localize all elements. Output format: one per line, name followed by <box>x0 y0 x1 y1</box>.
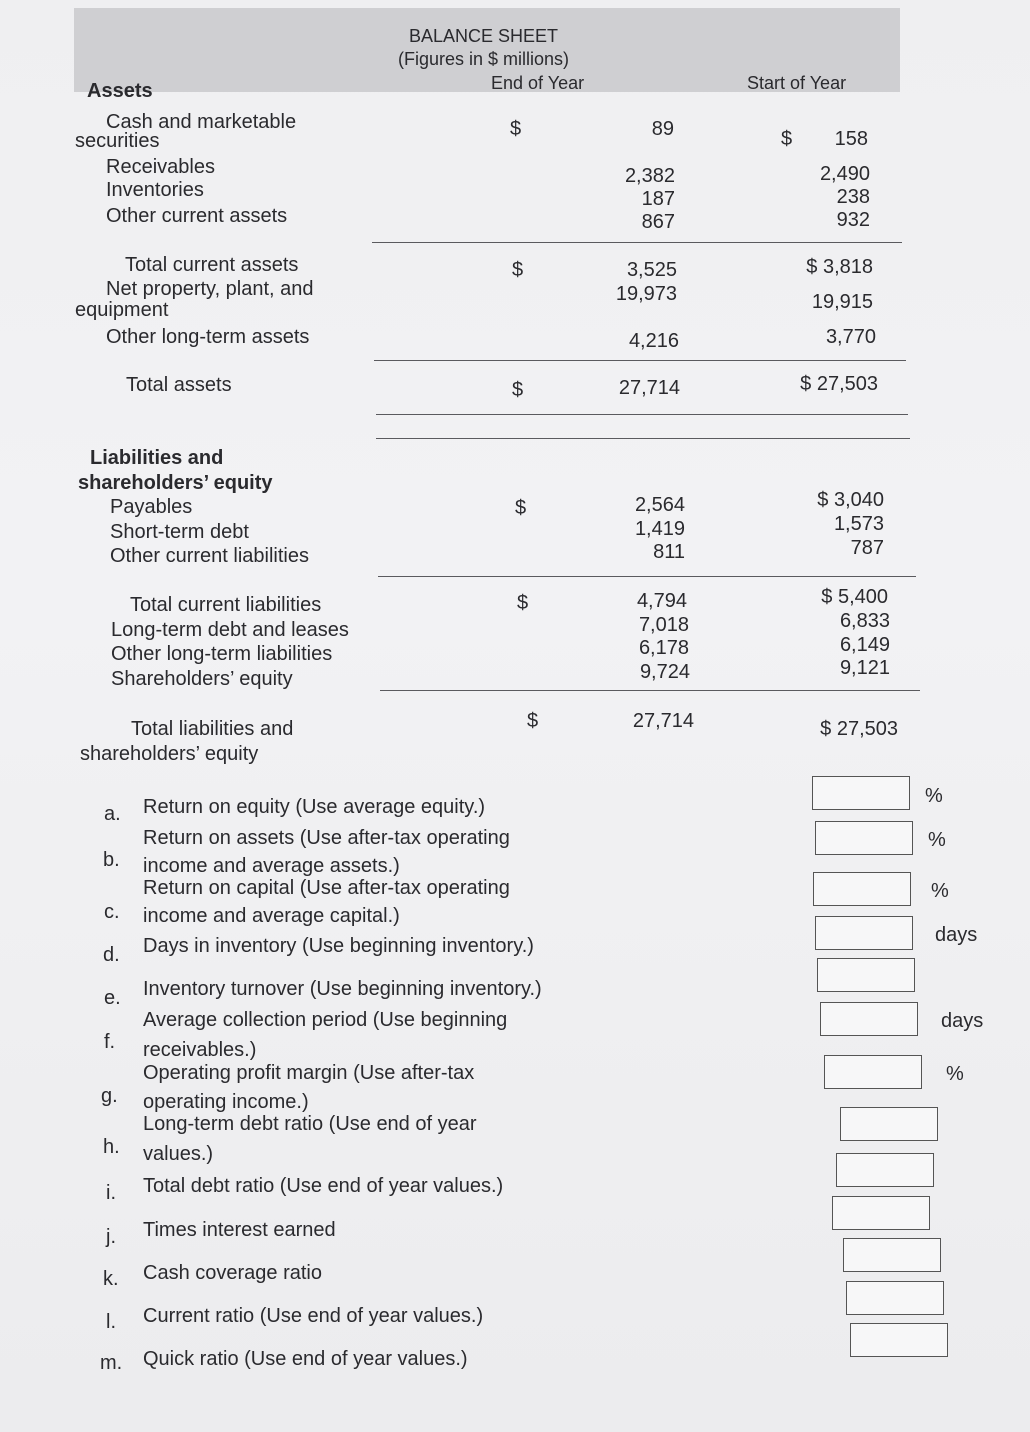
question-letter: j. <box>106 1226 116 1248</box>
answer-box-m[interactable] <box>850 1323 948 1357</box>
inventories-start: 238 <box>836 186 870 208</box>
other-long-term-liabilities-end: 6,178 <box>638 637 689 659</box>
question-text: Return on equity (Use average equity.) <box>143 796 486 818</box>
other-long-term-assets-start: 3,770 <box>825 326 876 348</box>
inventories-end: 187 <box>641 188 675 210</box>
other-long-term-liabilities-label: Other long-term liabilities <box>111 643 333 665</box>
rule-total-assets-1 <box>376 414 908 415</box>
answer-unit: % <box>931 880 949 902</box>
answer-box-g[interactable] <box>824 1055 922 1089</box>
question-text: Long-term debt ratio (Use end of year <box>143 1113 477 1135</box>
long-term-debt-end: 7,018 <box>638 614 689 636</box>
other-current-liabilities-end: 811 <box>653 541 685 563</box>
cash-label-cont: securities <box>75 130 160 152</box>
answer-box-h[interactable] <box>840 1107 938 1141</box>
ta-end-dollar: $ <box>512 379 524 401</box>
other-current-liabilities-start: 787 <box>850 537 884 559</box>
question-text: Days in inventory (Use beginning inventory.) <box>143 935 534 957</box>
rule-total-liabilities <box>380 690 920 691</box>
question-text-cont: receivables.) <box>143 1039 257 1061</box>
rule-total-assets-2 <box>376 438 910 439</box>
answer-box-e[interactable] <box>817 958 915 992</box>
answer-box-f[interactable] <box>820 1002 918 1036</box>
payables-end: 2,564 <box>634 494 685 516</box>
rule-current-assets <box>372 242 902 243</box>
answer-unit: days <box>941 1010 984 1032</box>
question-text: Times interest earned <box>143 1219 336 1241</box>
question-text: Return on capital (Use after-tax operating <box>143 877 510 899</box>
payables-end-dollar: $ <box>515 497 527 519</box>
total-liabilities-equity-label-cont: shareholders’ equity <box>80 743 259 765</box>
cash-end-dollar: $ <box>510 118 522 140</box>
answer-box-j[interactable] <box>832 1196 930 1230</box>
other-current-assets-label: Other current assets <box>106 205 288 227</box>
answer-unit: % <box>946 1063 964 1085</box>
ppe-label-cont: equipment <box>75 299 169 321</box>
short-term-debt-end: 1,419 <box>634 518 685 540</box>
answer-box-k[interactable] <box>843 1238 941 1272</box>
question-text: Quick ratio (Use end of year values.) <box>143 1348 468 1370</box>
question-letter: m. <box>100 1352 123 1374</box>
short-term-debt-start: 1,573 <box>833 513 884 535</box>
payables-start: $ 3,040 <box>817 489 884 511</box>
other-long-term-assets-label: Other long-term assets <box>106 326 310 348</box>
answer-box-a[interactable] <box>812 776 910 810</box>
tca-end-dollar: $ <box>512 259 524 281</box>
question-text: Inventory turnover (Use beginning inventory.) <box>143 978 542 1000</box>
col-header-start: Start of Year <box>747 73 847 93</box>
question-text-cont: income and average capital.) <box>143 905 400 927</box>
question-letter: e. <box>104 987 121 1009</box>
total-liabilities-equity-start: $ 27,503 <box>820 718 898 740</box>
shareholders-equity-end: 9,724 <box>639 661 690 683</box>
answer-box-d[interactable] <box>815 916 913 950</box>
ppe-start: 19,915 <box>811 291 873 313</box>
answer-box-b[interactable] <box>815 821 913 855</box>
question-text: Return on assets (Use after-tax operating <box>143 827 510 849</box>
total-current-assets-label: Total current assets <box>125 254 299 276</box>
question-letter: d. <box>103 944 120 966</box>
total-liabilities-equity-label: Total liabilities and <box>131 718 294 740</box>
receivables-end: 2,382 <box>624 165 675 187</box>
tle-end-dollar: $ <box>527 710 539 732</box>
question-text-cont: values.) <box>143 1143 214 1165</box>
rule-current-liabilities <box>378 576 916 577</box>
total-current-liabilities-end: 4,794 <box>636 590 687 612</box>
ppe-end: 19,973 <box>615 283 677 305</box>
question-text-cont: operating income.) <box>143 1091 309 1113</box>
other-current-liabilities-label: Other current liabilities <box>110 545 309 567</box>
other-long-term-assets-end: 4,216 <box>628 330 679 352</box>
other-current-assets-start: 932 <box>836 209 870 231</box>
liabilities-heading: Liabilities and <box>90 447 224 469</box>
question-letter: h. <box>103 1136 120 1158</box>
question-letter: l. <box>106 1311 116 1333</box>
question-letter: g. <box>101 1085 118 1107</box>
answer-box-l[interactable] <box>846 1281 944 1315</box>
shareholders-equity-label: Shareholders’ equity <box>111 668 293 690</box>
other-long-term-liabilities-start: 6,149 <box>839 634 890 656</box>
question-letter: f. <box>104 1031 116 1053</box>
question-letter: i. <box>106 1182 116 1204</box>
answer-unit: % <box>928 829 946 851</box>
assets-heading: Assets <box>87 80 153 102</box>
ppe-label: Net property, plant, and <box>106 278 314 300</box>
sheet-subtitle: (Figures in $ millions) <box>398 49 570 69</box>
question-text-cont: income and average assets.) <box>143 855 400 877</box>
total-liabilities-equity-end: 27,714 <box>632 710 694 732</box>
total-current-liabilities-start: $ 5,400 <box>821 586 888 608</box>
sheet-title: BALANCE SHEET <box>409 26 559 46</box>
cash-end: 89 <box>651 118 674 140</box>
long-term-debt-start: 6,833 <box>839 610 890 632</box>
total-current-liabilities-label: Total current liabilities <box>130 594 322 616</box>
answer-unit: days <box>935 924 978 946</box>
other-current-assets-end: 867 <box>641 211 675 233</box>
question-letter: a. <box>104 803 121 825</box>
total-assets-end: 27,714 <box>618 377 680 399</box>
question-text: Operating profit margin (Use after-tax <box>143 1062 475 1084</box>
question-letter: b. <box>103 849 120 871</box>
total-current-assets-end: 3,525 <box>626 259 677 281</box>
col-header-end: End of Year <box>491 73 585 93</box>
liabilities-heading-cont: shareholders’ equity <box>78 472 273 494</box>
cash-start-dollar: $ <box>781 128 793 150</box>
total-current-assets-start: $ 3,818 <box>806 256 873 278</box>
question-letter: k. <box>103 1268 119 1290</box>
question-text: Average collection period (Use beginning <box>143 1009 508 1031</box>
answer-unit: % <box>925 785 943 807</box>
rule-long-term-assets <box>374 360 906 361</box>
receivables-start: 2,490 <box>819 163 870 185</box>
tcl-end-dollar: $ <box>517 592 529 614</box>
total-assets-start: $ 27,503 <box>800 373 878 395</box>
cash-start: 158 <box>834 128 868 150</box>
question-text: Cash coverage ratio <box>143 1262 322 1284</box>
long-term-debt-label: Long-term debt and leases <box>111 619 349 641</box>
question-text: Total debt ratio (Use end of year values.) <box>143 1175 504 1197</box>
receivables-label: Receivables <box>106 156 215 178</box>
short-term-debt-label: Short-term debt <box>110 521 249 543</box>
answer-box-c[interactable] <box>813 872 911 906</box>
cash-label: Cash and marketable <box>106 111 297 133</box>
shareholders-equity-start: 9,121 <box>839 657 890 679</box>
inventories-label: Inventories <box>106 179 204 201</box>
payables-label: Payables <box>110 496 193 518</box>
total-assets-label: Total assets <box>126 374 232 396</box>
question-text: Current ratio (Use end of year values.) <box>143 1305 484 1327</box>
question-letter: c. <box>104 901 120 923</box>
answer-box-i[interactable] <box>836 1153 934 1187</box>
